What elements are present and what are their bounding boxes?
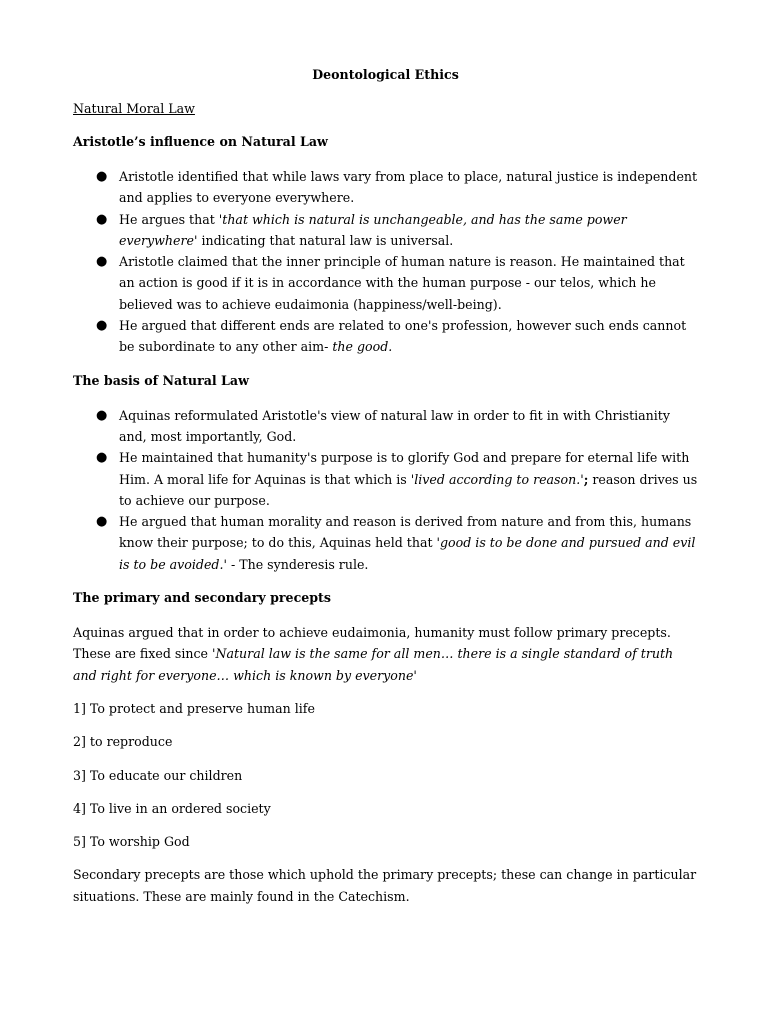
bullet-text: ' - The synderesis rule. xyxy=(223,556,369,572)
list-item xyxy=(73,251,698,315)
bullet-icon: ● xyxy=(96,318,108,334)
quote-text: lived according to reason. xyxy=(414,471,581,487)
bullet-text: Aquinas reformulated Aristotle's view of natural law in order to fit in with Christianity and, most importantly, God. xyxy=(119,407,670,444)
bullet-text: ; xyxy=(583,471,589,487)
bullet-text: He maintained that humanity's purpose is to glorify God and prepare for eternal life with Him. A moral life for Aquinas is that which is ' xyxy=(119,450,690,487)
bullet-text: ' xyxy=(580,471,584,487)
bullet-icon: ● xyxy=(96,169,108,184)
list-item xyxy=(73,405,698,448)
bullet-text: Aristotle claimed that the inner principle of human nature is reason. He maintained that an action is good if it is in accordance with the human purpose - our telos, which he believed was to achieve eudaimonia (happiness/well-being). xyxy=(119,254,685,312)
page-title: Deontological Ethics xyxy=(312,67,459,82)
paragraph-text: ' xyxy=(413,667,417,683)
bullet-text: He argues that ' xyxy=(119,211,223,227)
bullet-text: reason drives us to achieve our purpose. xyxy=(119,471,698,508)
list-item xyxy=(73,511,698,575)
bullet-icon: ● xyxy=(96,254,108,270)
bullet-icon: ● xyxy=(96,514,108,530)
bullet-icon: ● xyxy=(96,211,108,227)
bullet-text: He argued that different ends are related to one's profession, however such ends cannot be subordinate to any other aim- xyxy=(119,318,687,355)
quote-text: Natural law is the same for all men… there is a single standard of truth and right for everyone… which is known by everyone xyxy=(73,646,674,683)
quote-text: the good. xyxy=(332,339,393,355)
aristotle-bullet-list xyxy=(73,166,698,358)
precepts-heading: The primary and secondary precepts xyxy=(73,590,331,606)
bullet-text: He argued that human morality and reason is derived from nature and from this, humans know their purpose; to do this, Aquinas held that ' xyxy=(119,514,692,551)
bullet-text: ' indicating that natural law is universal. xyxy=(193,232,454,248)
aristotle-heading: Aristotle’s influence on Natural Law xyxy=(73,134,328,149)
quote-text: good is to be done and pursued and evil is to be avoided. xyxy=(119,535,696,572)
paragraph-text: Aquinas argued that in order to achieve eudaimonia, humanity must follow primary precepts. These are fixed since ' xyxy=(73,625,671,662)
bullet-icon: ● xyxy=(96,450,108,466)
bullet-icon: ● xyxy=(96,407,108,423)
bullet-text: Aristotle identified that while laws vary from place to place, natural justice is independent and applies to everyone everywhere. xyxy=(119,169,698,206)
quote-text: that which is natural is unchangeable, and has the same power everywhere xyxy=(119,211,627,248)
list-item xyxy=(73,447,698,511)
basis-bullet-list xyxy=(73,405,698,575)
list-item xyxy=(73,209,698,252)
section-subtitle: Natural Moral Law xyxy=(73,101,195,116)
list-item xyxy=(73,315,698,358)
primary-precept: 4] To live in an ordered society xyxy=(73,800,271,816)
primary-precept: 2] to reproduce xyxy=(73,734,173,750)
precepts-intro-paragraph xyxy=(73,622,698,686)
primary-precept: 5] To worship God xyxy=(73,834,190,850)
basis-heading: The basis of Natural Law xyxy=(73,372,249,388)
secondary-precepts-paragraph: Secondary precepts are those which uphold the primary precepts; these can change in particular situations. These are mainly found in the Catechism. xyxy=(73,867,697,904)
primary-precept: 1] To protect and preserve human life xyxy=(73,700,315,716)
primary-precept: 3] To educate our children xyxy=(73,767,243,783)
list-item xyxy=(73,166,698,209)
